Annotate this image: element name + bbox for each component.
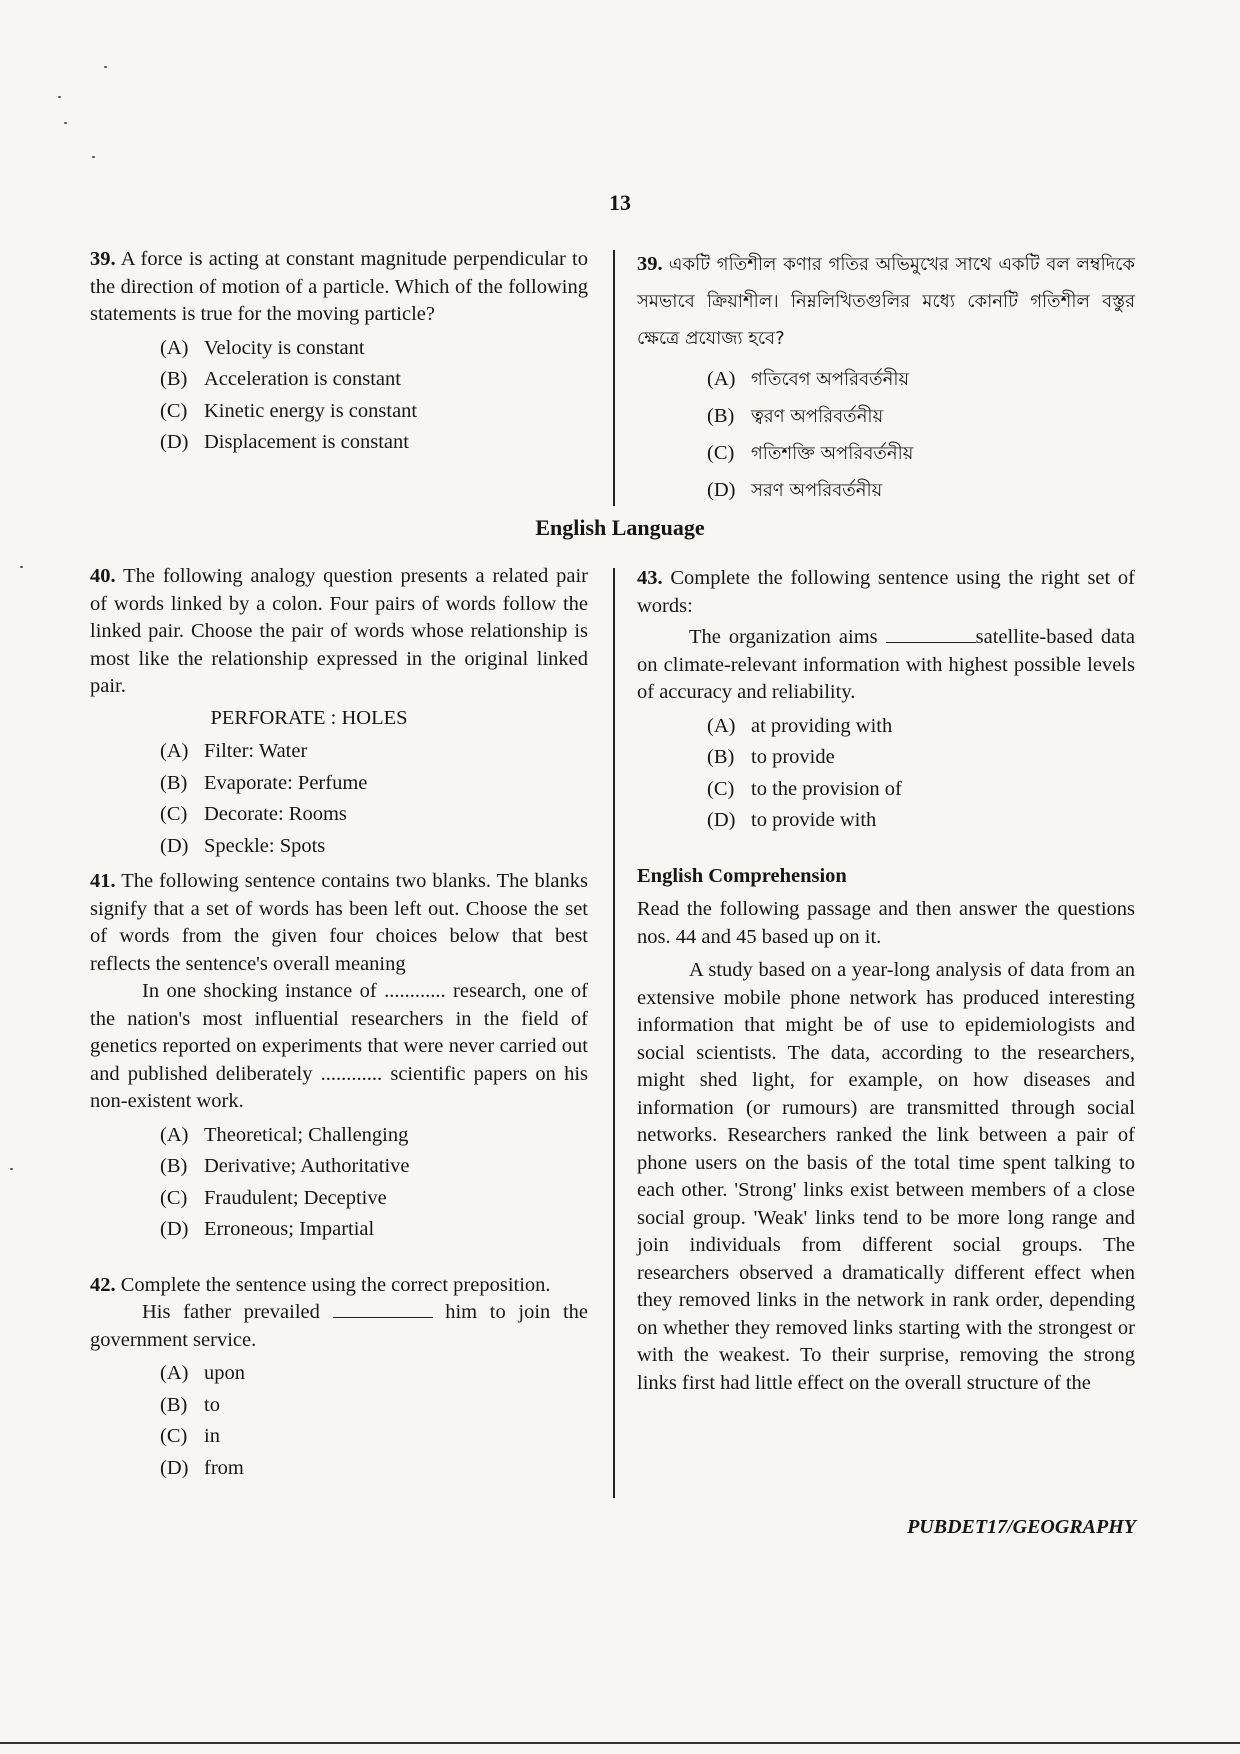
option-d[interactable]: (D) সরণ অপরিবর্তনীয়	[707, 479, 883, 501]
question-number: 41.	[90, 870, 116, 892]
comprehension-heading: English Comprehension	[637, 864, 847, 887]
option-a[interactable]: (A) upon	[160, 1362, 245, 1384]
question-number: 39.	[637, 253, 663, 275]
option-b[interactable]: (B) Acceleration is constant	[160, 368, 401, 390]
question-sentence: His father prevailed him to join the government service.	[90, 1301, 588, 1351]
comprehension-instruction: Read the following passage and then answer the questions nos. 44 and 45 based up on it.	[637, 898, 1135, 948]
option-b[interactable]: (B) to	[160, 1393, 220, 1416]
option-a[interactable]: (A) Velocity is constant	[160, 336, 365, 359]
option-a[interactable]: (A) Filter: Water	[160, 740, 308, 762]
answer-blank	[886, 624, 976, 643]
option-b[interactable]: (B) to provide	[707, 746, 835, 768]
option-a[interactable]: (A) গতিবেগ অপরিবর্তনীয়	[707, 368, 910, 390]
option-c[interactable]: (C) Fraudulent; Deceptive	[160, 1186, 387, 1209]
scan-speck	[20, 566, 23, 568]
page-number: 13	[609, 190, 631, 215]
scan-speck	[58, 96, 61, 98]
option-a[interactable]: (A) Theoretical; Challenging	[160, 1123, 409, 1146]
question-text: একটি গতিশীল কণার গতির অভিমুখের সাথে একটি বল লম্বদিকে সমভাবে ক্রিয়াশীল। নিম্নলিখিতগুলির মধ্যে কোনটি গতিশীল বস্তুর ক্ষেত্রে প্রযোজ্য হবে?	[637, 254, 1135, 349]
question-39-bengali	[637, 246, 1135, 509]
option-c[interactable]: (C) Decorate: Rooms	[160, 803, 347, 825]
options-list	[637, 711, 1135, 837]
question-text: The following analogy question presents a related pair of words linked by a colon. Four pairs of words follow the linked pair. Choose the pair of words whose relationship is most like the relationship expressed in the original linked pair.	[90, 565, 588, 697]
question-number: 39.	[90, 248, 116, 270]
paper-code: PUBDET17/GEOGRAPHY	[907, 1516, 1136, 1538]
question-42	[90, 1272, 588, 1485]
options-list	[90, 1358, 588, 1484]
question-sentence: In one shocking instance of ............ research, one of the nation's most influential researchers in the field of genetics reported on experiments that were never carried out and published deliberately ............ scientific papers on his non-existent work.	[90, 980, 588, 1112]
question-number: 42.	[90, 1273, 116, 1296]
column-divider	[613, 250, 615, 506]
question-number: 40.	[90, 565, 116, 587]
option-b[interactable]: (B) ত্বরণ অপরিবর্তনীয়	[707, 405, 884, 427]
analogy-pair: PERFORATE : HOLES	[210, 706, 408, 729]
question-43	[637, 565, 1135, 837]
answer-blank	[333, 1299, 433, 1318]
comprehension-section	[637, 863, 1135, 1398]
question-40	[90, 563, 588, 862]
option-d[interactable]: (D) Speckle: Spots	[160, 834, 326, 857]
option-b[interactable]: (B) Derivative; Authoritative	[160, 1155, 410, 1177]
scan-speck	[10, 1168, 13, 1170]
option-d[interactable]: (D) Displacement is constant	[160, 431, 409, 453]
option-c[interactable]: (C) in	[160, 1425, 220, 1447]
question-sentence: The organization aims satellite-based data on climate-relevant information with highest possible levels of accuracy and reliability.	[637, 626, 1135, 703]
option-d[interactable]: (D) Erroneous; Impartial	[160, 1218, 375, 1240]
question-text: Complete the sentence using the correct preposition.	[120, 1273, 551, 1296]
option-c[interactable]: (C) গতিশক্তি অপরিবর্তনীয়	[707, 442, 914, 464]
options-list	[637, 361, 1135, 509]
option-b[interactable]: (B) Evaporate: Perfume	[160, 771, 368, 794]
options-list	[90, 1120, 588, 1246]
question-text: Complete the following sentence using the right set of words:	[637, 567, 1135, 617]
option-c[interactable]: (C) Kinetic energy is constant	[160, 399, 418, 422]
question-text: The following sentence contains two blanks. The blanks signify that a set of words has been left out. Choose the set of words from the given four choices below that best reflects the sentence's overall meaning	[90, 870, 588, 975]
column-divider	[613, 568, 615, 1498]
left-column	[90, 563, 588, 1484]
option-d[interactable]: (D) to provide with	[707, 809, 877, 831]
option-c[interactable]: (C) to the provision of	[707, 777, 902, 800]
scan-speck	[104, 66, 107, 68]
option-a[interactable]: (A) at providing with	[707, 714, 893, 737]
options-list	[90, 736, 588, 862]
options-list	[90, 333, 588, 459]
scan-speck	[92, 156, 95, 158]
comprehension-passage: A study based on a year-long analysis of data from an extensive mobile phone network has produced interesting information that might be of use to epidemiologists and social scientists. The data, according to the researchers, might shed light, for example, on how diseases and information (or rumours) are transmitted through social networks. Researchers ranked the link between a pair of phone users on the basis of the total time spent talking to each other. 'Strong' links exist between members of a close social group. 'Weak' links tend to be more long range and join individuals from different social groups. The researchers observed a dramatically different effect when they removed links in the network in rank order, depending on whether they removed links starting with the strongest or with the weakest. To their surprise, removing the strong links first had little effect on the overall structure of the	[637, 959, 1135, 1394]
question-41	[90, 868, 588, 1246]
right-column	[637, 565, 1135, 1397]
question-number: 43.	[637, 567, 663, 589]
section-title: English Language	[535, 515, 705, 540]
question-39-english	[90, 246, 588, 459]
option-d[interactable]: (D) from	[160, 1456, 244, 1479]
question-text: A force is acting at constant magnitude perpendicular to the direction of motion of a particle. Which of the following statements is true for the moving particle?	[90, 248, 588, 325]
scan-speck	[64, 122, 67, 124]
bottom-rule	[0, 1742, 1240, 1744]
